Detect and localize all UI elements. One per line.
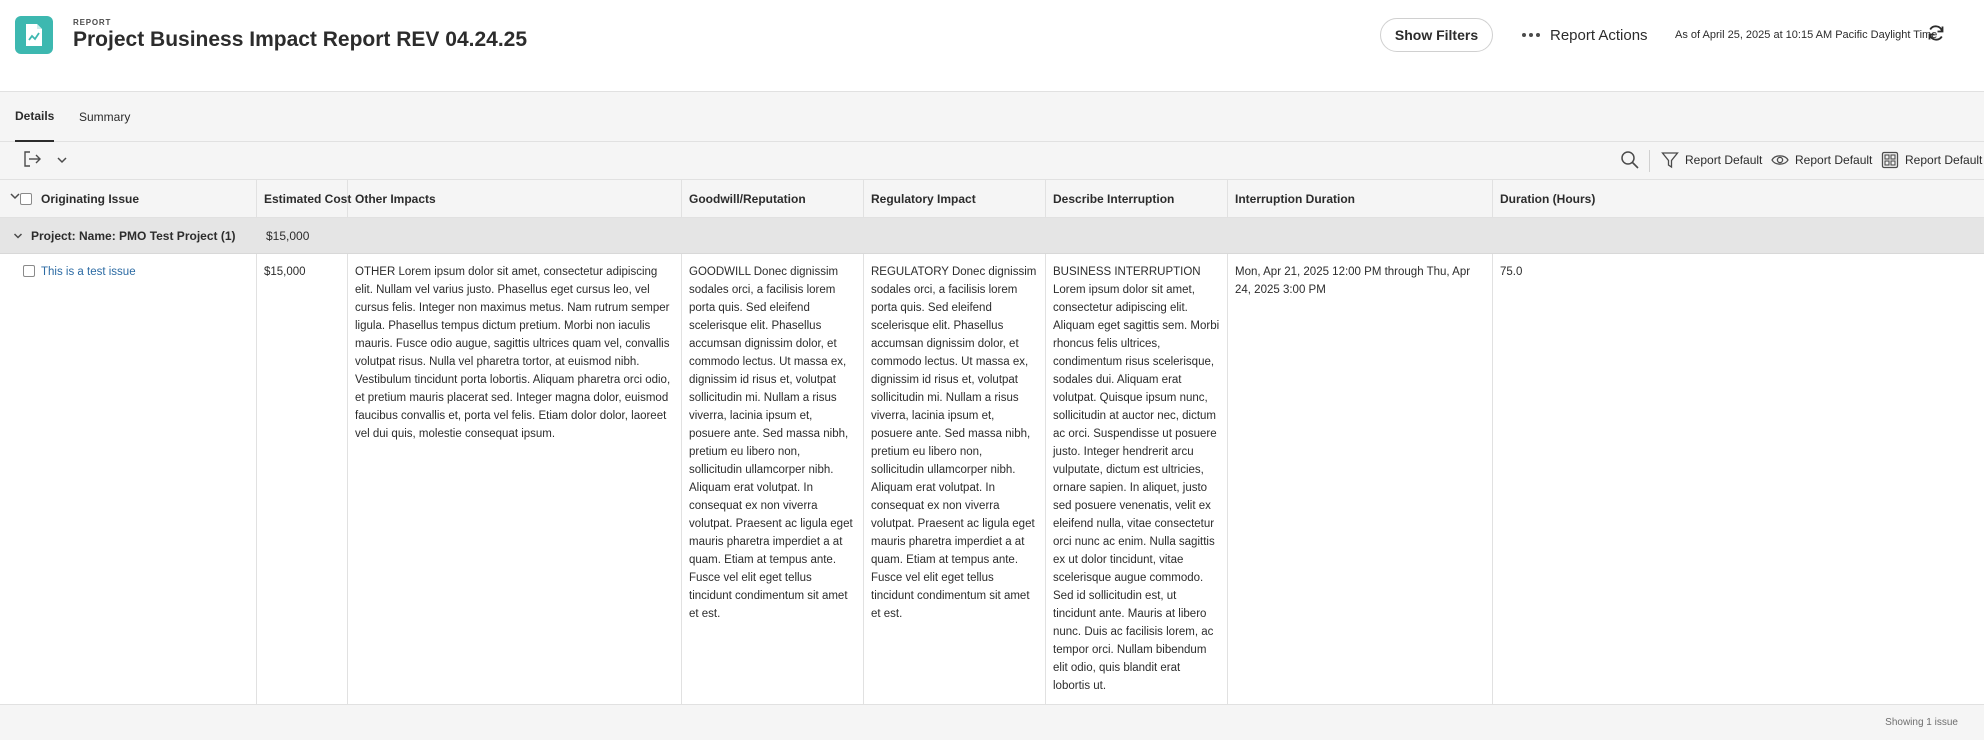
cell-goodwill: GOODWILL Donec dignissim sodales orci, a facilisis lorem porta quis. Sed eleifend scelerisque elit. Phasellus accumsan dignissim dolor, et commodo lectus. Ut massa ex, dignissim id risus et, volutpat sollicitudin mi. Nullam a risus viverra, lacinia ipsum et, posuere ante. Sed massa nibh, pretium eu libero non, sollicitudin ullamcorper nibh. Aliquam erat volutpat. In consequat ex non viverra volutpat. Praesent ac ligula eget mauris pharetra imperdiet a at quam. Etiam at tempus ante. Fusce vel elit eget tellus tincidunt condimentum sit amet et est. [682, 254, 864, 704]
row-checkbox[interactable] [23, 265, 35, 277]
search-button[interactable] [1620, 150, 1640, 170]
grouping-selector-label: Report Default [1905, 153, 1983, 167]
export-dropdown-button[interactable] [56, 155, 68, 165]
table-header [0, 180, 1984, 218]
cell-regulatory-impact: REGULATORY Donec dignissim sodales orci, a facilisis lorem porta quis. Sed eleifend scelerisque elit. Phasellus accumsan dignissim dolor, et commodo lectus. Ut massa ex, dignissim id risus et, volutpat sollicitudin mi. Nullam a risus viverra, lacinia ipsum et, posuere ante. Sed massa nibh, pretium eu libero non, sollicitudin ullamcorper nibh. Aliquam erat volutpat. In consequat ex non viverra volutpat. Praesent ac ligula eget mauris pharetra imperdiet a at quam. Etiam at tempus ante. Fusce vel elit eget tellus tincidunt condimentum sit amet et est. [864, 254, 1046, 704]
tab-details[interactable]: Details [15, 92, 54, 142]
search-icon [1620, 150, 1640, 170]
cell-interruption-duration: Mon, Apr 21, 2025 12:00 PM through Thu, Apr 24, 2025 3:00 PM [1228, 254, 1493, 704]
view-tabs [0, 92, 1984, 142]
column-header-describe-interruption[interactable]: Describe Interruption [1046, 180, 1228, 218]
table-row [0, 254, 1984, 704]
as-of-timestamp: As of April 25, 2025 at 10:15 AM Pacific Daylight Time [1675, 29, 1938, 41]
issue-link[interactable]: This is a test issue [41, 266, 136, 278]
more-icon [1522, 33, 1540, 37]
group-toggle[interactable] [13, 218, 236, 254]
column-header-originating-issue[interactable] [0, 180, 257, 218]
eye-icon [1771, 151, 1789, 169]
filter-icon [1661, 151, 1679, 169]
report-actions-label: Report Actions [1550, 26, 1648, 44]
group-row [0, 218, 1984, 254]
grid-icon [1881, 151, 1899, 169]
cell-duration-hours: 75.0 [1500, 266, 1523, 278]
column-header-regulatory-impact[interactable]: Regulatory Impact [864, 180, 1046, 218]
view-selector-label: Report Default [1795, 153, 1873, 167]
cell-originating-issue [0, 254, 257, 704]
refresh-icon[interactable] [1926, 23, 1946, 43]
toolbar-divider [1649, 150, 1650, 172]
cell-other-impacts: OTHER Lorem ipsum dolor sit amet, consectetur adipiscing elit. Nullam vel varius justo. Phasellus eget cursus leo, vel cursus felis. Integer non maximus metus. Nam rutrum semper ligula. Phasellus tempus dictum pretium. Morbi non iaculis mauris. Fusce odio augue, sagittis ultrices quam vel, convallis volutpat risus. Nulla vel pharetra tortor, at euismod nibh. Vestibulum tincidunt porta lobortis. Aliquam pharetra orci odio, et pretium mauris placerat sed. Integer magna dolor, euismod faucibus convallis et, porta vel felis. Etiam dolor dolor, laoreet vel dui quis, molestie consequat ipsum. [348, 254, 682, 704]
group-label: Project: Name: PMO Test Project (1) [31, 229, 236, 243]
column-header-estimated-cost[interactable]: Estimated Cost [257, 180, 348, 218]
filter-selector[interactable] [1661, 151, 1762, 169]
show-filters-button[interactable]: Show Filters [1380, 18, 1493, 52]
group-cost-total: $15,000 [266, 229, 310, 243]
column-header-label: Originating Issue [41, 192, 140, 206]
page-title: Project Business Impact Report REV 04.24.25 [73, 28, 528, 51]
report-type-label: REPORT [73, 18, 112, 27]
cell-describe-interruption: BUSINESS INTERRUPTION Lorem ipsum dolor sit amet, consectetur adipiscing elit. Aliquam eget sagittis sem. Morbi rhoncus felis ultrices, condimentum risus scelerisque, sodales dui. Aliquam erat volutpat. Quisque ipsum nunc, sollicitudin at auctor nec, dictum ac orci. Suspendisse ut posuere justo. Integer hendrerit arcu vulputate, dictum est ultricies, ornare sapien. In aliquet, justo sed posuere venenatis, velit ex eleifend nulla, vitae consectetur orci nunc ac enim. Nulla sagittis ex ut dolor tincidunt, vitae scelerisque augue commodo. Sed id sollicitudin est, ut tincidunt ante. Mauris at libero nunc. Duis ac facilisis lorem, ac tempor orci. Nullam bibendum elit odio, quis blandit erat lobortis ut. [1046, 254, 1228, 704]
report-actions-button[interactable] [1522, 25, 1648, 45]
column-header-goodwill[interactable]: Goodwill/Reputation [682, 180, 864, 218]
report-header [0, 0, 1984, 92]
chevron-down-icon [56, 155, 68, 165]
grouping-selector[interactable] [1881, 151, 1982, 169]
filter-selector-label: Report Default [1685, 153, 1763, 167]
table-footer [0, 704, 1984, 740]
export-icon [22, 150, 42, 168]
cell-estimated-cost: $15,000 [257, 254, 348, 704]
result-count: Showing 1 issue [1885, 717, 1958, 728]
report-app-icon [15, 16, 53, 54]
select-all-checkbox[interactable] [20, 193, 32, 205]
table-toolbar [0, 142, 1984, 180]
chevron-down-icon [13, 231, 23, 241]
report-table [0, 180, 1984, 704]
export-button[interactable] [22, 150, 42, 168]
view-selector[interactable] [1771, 151, 1872, 169]
column-header-interruption-duration[interactable]: Interruption Duration [1228, 180, 1493, 218]
tab-summary[interactable]: Summary [79, 110, 131, 124]
column-header-duration-hours[interactable]: Duration (Hours) [1500, 192, 1596, 206]
column-header-other-impacts[interactable]: Other Impacts [348, 180, 682, 218]
